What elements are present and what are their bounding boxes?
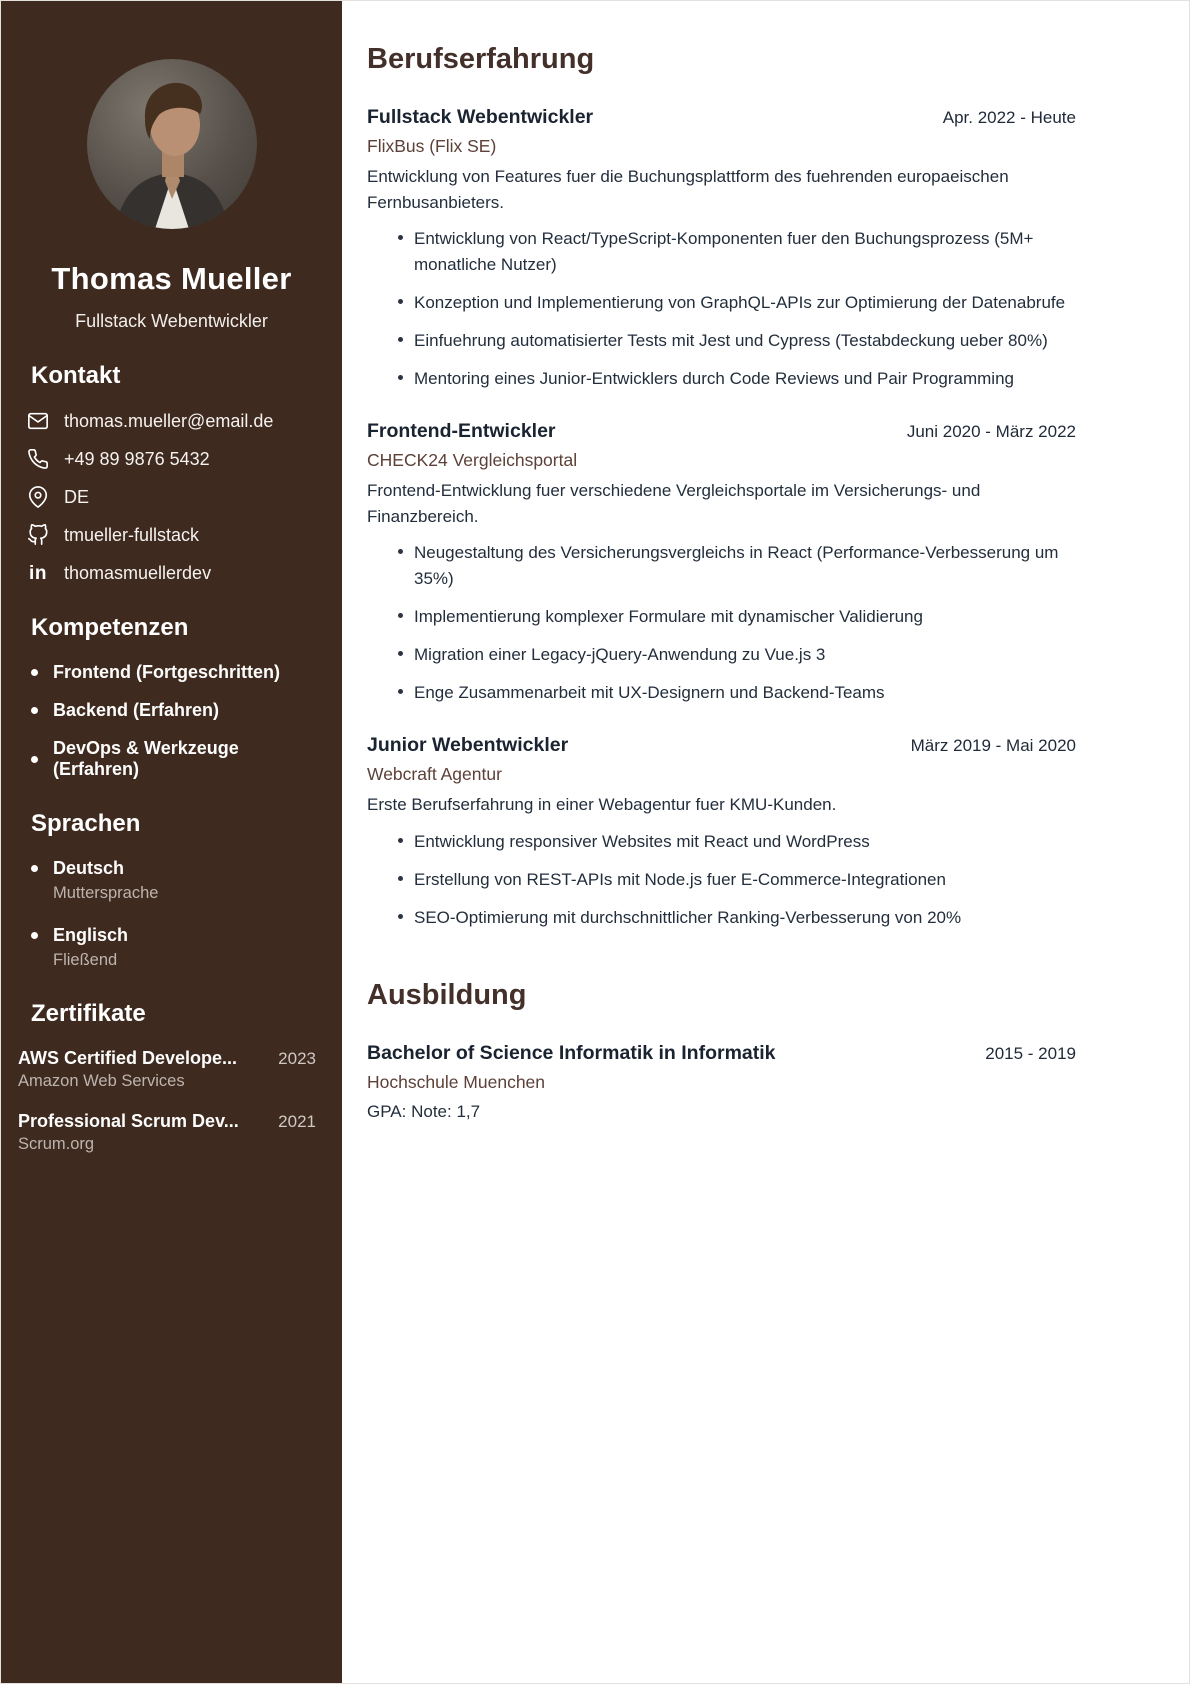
job-bullet: Konzeption und Implementierung von GraphQL-APIs zur Optimierung der Datenabrufe <box>398 290 1076 316</box>
bullet-dot-icon <box>31 756 38 763</box>
contact-phone-text: +49 89 9876 5432 <box>64 448 210 469</box>
skill-item <box>27 700 316 721</box>
job-bullet: Mentoring eines Junior-Entwicklers durch Code Reviews und Pair Programming <box>398 366 1076 392</box>
language-item <box>27 858 316 903</box>
contact-email[interactable] <box>27 410 316 432</box>
experience-heading: Berufserfahrung <box>367 43 595 75</box>
education-section <box>367 979 1076 1125</box>
language-item <box>27 925 316 970</box>
job-dates: Apr. 2022 - Heute <box>942 108 1076 127</box>
skill-label: DevOps & Werkzeuge (Erfahren) <box>53 738 239 779</box>
contact-linkedin[interactable] <box>27 562 316 584</box>
bullet-dot-icon <box>31 669 38 676</box>
job-dates: Juni 2020 - März 2022 <box>906 422 1076 441</box>
mail-icon <box>27 410 49 432</box>
zertifikate-heading: Zertifikate <box>31 1000 146 1027</box>
language-level: Fließend <box>53 951 118 969</box>
job-title: Junior Webentwickler <box>367 734 569 756</box>
certificate-name: Professional Scrum Dev... <box>18 1111 239 1131</box>
kompetenzen-heading: Kompetenzen <box>31 614 189 641</box>
contact-email-text: thomas.mueller@email.de <box>64 410 274 431</box>
job-bullet-list <box>367 829 1076 931</box>
job-summary: Frontend-Entwicklung fuer verschiedene Vergleichsportale im Versicherungs- und Finanzbereich. <box>367 481 981 526</box>
language-name: Deutsch <box>53 858 125 878</box>
contact-linkedin-text: thomasmuellerdev <box>64 562 212 583</box>
job-bullet: Entwicklung responsiver Websites mit React und WordPress <box>398 829 1076 855</box>
phone-icon <box>27 448 49 470</box>
certificate-year: 2023 <box>278 1049 316 1068</box>
certificate-name: AWS Certified Develope... <box>18 1048 238 1068</box>
portrait-illustration <box>87 59 257 229</box>
job-bullet: Migration einer Legacy-jQuery-Anwendung zu Vue.js 3 <box>398 642 1076 668</box>
certificate-year: 2021 <box>278 1112 316 1131</box>
linkedin-icon: in <box>29 562 47 584</box>
job-bullet: Neugestaltung des Versicherungsvergleichs in React (Performance-Verbesserung um 35%) <box>398 540 1076 592</box>
job-entry <box>367 106 1076 392</box>
experience-section <box>367 43 1076 931</box>
certificate-item <box>18 1048 316 1091</box>
job-bullet: SEO-Optimierung mit durchschnittlicher Ranking-Verbesserung von 20% <box>398 905 1076 931</box>
job-company: Webcraft Agentur <box>367 764 502 784</box>
profile-photo <box>87 59 257 229</box>
gpa-text: GPA: Note: 1,7 <box>367 1101 481 1121</box>
job-company: FlixBus (Flix SE) <box>367 136 497 156</box>
job-entry <box>367 420 1076 706</box>
education-heading: Ausbildung <box>367 978 527 1011</box>
job-summary: Entwicklung von Features fuer die Buchungsplattform des fuehrenden europaeischen Fernbusanbieters. <box>367 167 1009 212</box>
certificate-org: Scrum.org <box>18 1135 95 1153</box>
job-bullet: Entwicklung von React/TypeScript-Komponenten fuer den Buchungsprozess (5M+ monatliche Nutzer) <box>398 226 1076 278</box>
education-dates: 2015 - 2019 <box>985 1043 1076 1063</box>
contact-github[interactable] <box>27 524 316 546</box>
job-summary: Erste Berufserfahrung in einer Webagentur fuer KMU-Kunden. <box>367 795 837 814</box>
certificate-item <box>18 1111 316 1154</box>
job-entry <box>367 734 1076 931</box>
kontakt-heading: Kontakt <box>31 362 121 389</box>
job-title: Frontend-Entwickler <box>367 420 556 442</box>
job-title: Fullstack Webentwickler <box>367 106 594 128</box>
job-dates: März 2019 - Mai 2020 <box>910 736 1076 755</box>
person-name: Thomas Mueller <box>51 261 292 296</box>
skill-label: Backend (Erfahren) <box>53 700 220 720</box>
sprachen-heading: Sprachen <box>31 810 141 837</box>
skill-item <box>27 738 316 780</box>
skill-label: Frontend (Fortgeschritten) <box>53 662 280 682</box>
job-bullet: Implementierung komplexer Formulare mit dynamischer Validierung <box>398 604 1076 630</box>
certificate-org: Amazon Web Services <box>18 1072 185 1090</box>
location-icon <box>27 486 49 508</box>
degree-title: Bachelor of Science Informatik in Informatik <box>367 1041 776 1064</box>
contact-location <box>27 486 316 508</box>
bullet-dot-icon <box>31 865 38 872</box>
bullet-dot-icon <box>31 707 38 714</box>
github-icon <box>27 524 49 546</box>
contact-github-text: tmueller-fullstack <box>64 524 200 545</box>
person-title: Fullstack Webentwickler <box>75 311 268 331</box>
sidebar <box>1 1 342 1683</box>
language-level: Muttersprache <box>53 884 159 902</box>
language-name: Englisch <box>53 925 129 945</box>
job-bullet-list <box>367 226 1076 392</box>
main-content <box>342 1 1189 1683</box>
job-bullet: Erstellung von REST-APIs mit Node.js fuer E-Commerce-Integrationen <box>398 867 1076 893</box>
bullet-dot-icon <box>31 932 38 939</box>
job-bullet: Einfuehrung automatisierter Tests mit Jest und Cypress (Testabdeckung ueber 80%) <box>398 328 1076 354</box>
skill-item <box>27 662 316 683</box>
school-name: Hochschule Muenchen <box>367 1071 546 1092</box>
job-company: CHECK24 Vergleichsportal <box>367 450 578 470</box>
job-bullet-list <box>367 540 1076 706</box>
job-bullet: Enge Zusammenarbeit mit UX-Designern und Backend-Teams <box>398 680 1076 706</box>
contact-location-text: DE <box>64 486 90 507</box>
contact-phone[interactable] <box>27 448 316 470</box>
education-entry <box>367 1042 1076 1125</box>
